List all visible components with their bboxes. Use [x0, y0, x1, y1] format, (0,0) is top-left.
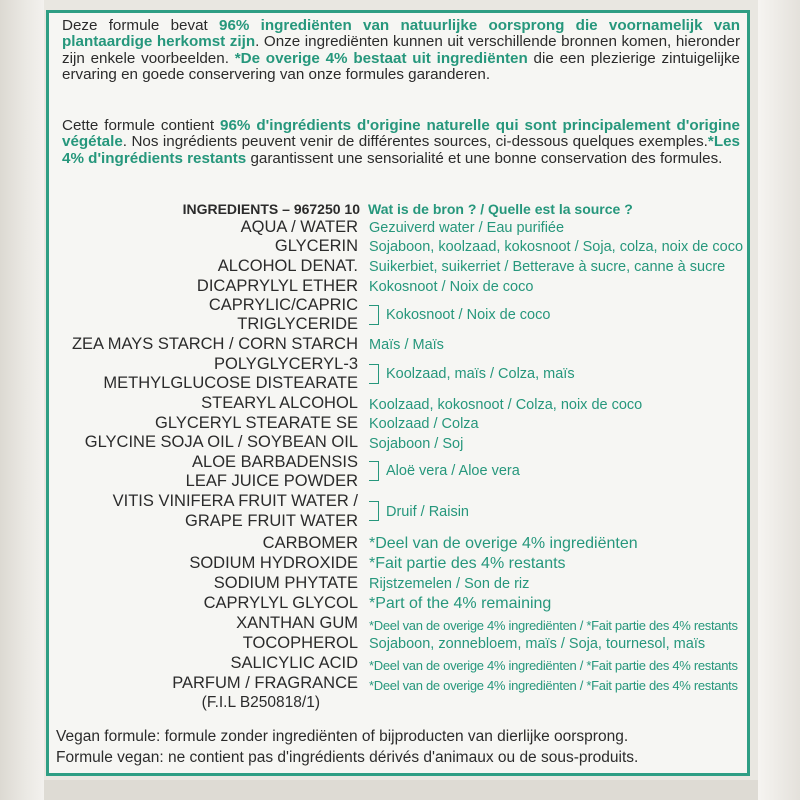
ingredient-name: GLYCINE SOJA OIL / SOYBEAN OIL [84, 433, 358, 451]
ingredient-source: Sojaboon, koolzaad, kokosnoot / Soja, colza, noix de coco [369, 239, 744, 255]
intro-fr-highlight-1: 96% d'ingrédients d'origine naturelle qui sont principalement d'origine végétale [62, 117, 740, 151]
package-side-right [758, 0, 800, 800]
ingredient-name: DICAPRYLYL ETHER [196, 277, 358, 295]
group-bracket [369, 305, 379, 325]
intro-nl-highlight-2: *De overige 4% bestaat uit ingrediënten [234, 49, 528, 67]
group-bracket [369, 461, 379, 481]
ingredient-source: Aloë vera / Aloe vera [386, 463, 520, 479]
intro-nl-highlight-1: 96% ingrediënten van natuurlijke oorsprong die voornamelijk van plantaardige herkomst zijn [62, 17, 740, 51]
ingredient-source: *Fait partie des 4% restants [369, 555, 566, 572]
ingredient-source: Sojaboon / Soj [369, 436, 464, 452]
intro-paragraph-dutch [62, 18, 740, 83]
formula-reference: (F.I.L B250818/1) [201, 694, 320, 711]
ingredient-name-line-1: ALOE BARBADENSIS [192, 453, 358, 471]
ingredient-source: Kokosnoot / Noix de coco [386, 307, 551, 323]
ingredient-source: *Deel van de overige 4% ingrediënten / *Fait partie des 4% restants [369, 618, 738, 633]
ingredient-source: Koolzaad / Colza [369, 416, 479, 432]
ingredient-source: Kokosnoot / Noix de coco [369, 279, 534, 295]
ingredient-source: Sojaboon, zonnebloem, maïs / Soja, tournesol, maïs [369, 636, 706, 652]
ingredient-source: Gezuiverd water / Eau purifiée [369, 220, 565, 236]
ingredient-name: GLYCERIN [274, 237, 358, 255]
ingredient-source: Koolzaad, kokosnoot / Colza, noix de coco [369, 397, 643, 413]
intro-nl-text-1: Deze formule bevat [62, 17, 219, 34]
ingredient-name-line-2: GRAPE FRUIT WATER [185, 512, 358, 530]
ingredient-source: Koolzaad, maïs / Colza, maïs [386, 366, 575, 382]
intro-fr-text-1: Cette formule contient [62, 117, 220, 134]
intro-nl-text-2: . Onze ingrediënten kunnen uit verschillende bronnen komen, hieronder zijn enkele voorbeelden. [62, 33, 741, 67]
ingredient-source: *Deel van de overige 4% ingrediënten / *Fait partie des 4% restants [369, 678, 738, 693]
ingredient-name: SODIUM HYDROXIDE [189, 554, 358, 572]
ingredient-name: CARBOMER [262, 534, 358, 552]
ingredient-name: PARFUM / FRAGRANCE [172, 674, 358, 692]
ingredient-name-line-1: POLYGLYCERYL-3 [214, 355, 358, 373]
ingredient-name: GLYCERYL STEARATE SE [155, 414, 358, 432]
ingredient-name: SALICYLIC ACID [230, 654, 358, 672]
ingredient-source: *Part of the 4% remaining [369, 595, 552, 612]
intro-nl-text-3: die een plezierige zintuigelijke ervaring en goede conservering van onze formules garanderen. [62, 49, 740, 83]
group-bracket [369, 501, 379, 521]
ingredient-name-line-1: VITIS VINIFERA FRUIT WATER / [112, 492, 358, 510]
package-bottom-edge [44, 780, 758, 800]
source-heading: Wat is de bron ? / Quelle est la source ? [368, 201, 633, 217]
ingredient-source: Druif / Raisin [386, 504, 469, 520]
vegan-statement-french: Formule vegan: ne contient pas d'ingrédients dérivés d'animaux ou de sous-produits. [56, 749, 639, 766]
ingredient-name: XANTHAN GUM [236, 614, 358, 632]
intro-fr-highlight-2: *Les 4% d'ingrédients restants [62, 133, 740, 167]
ingredient-source: *Deel van de overige 4% ingrediënten [369, 535, 638, 552]
ingredient-name: TOCOPHEROL [242, 634, 358, 652]
ingredient-name: ZEA MAYS STARCH / CORN STARCH [71, 335, 358, 353]
intro-paragraph-french [62, 118, 740, 167]
intro-fr-text-3: garantissent une sensorialité et une bonne conservation des formules. [246, 149, 723, 167]
package-side-left [0, 0, 44, 800]
ingredients-heading: INGREDIENTS – 967250 10 [182, 201, 360, 217]
vegan-statement-dutch: Vegan formule: formule zonder ingrediënten of bijproducten van dierlijke oorsprong. [56, 728, 629, 745]
ingredient-name-line-2: LEAF JUICE POWDER [185, 472, 358, 490]
ingredient-name-line-2: TRIGLYCERIDE [237, 315, 358, 333]
ingredient-source: Suikerbiet, suikerriet / Betterave à sucre, canne à sucre [369, 259, 726, 275]
ingredient-name-line-2: METHYLGLUCOSE DISTEARATE [103, 374, 358, 392]
intro-fr-text-2: . Nos ingrédients peuvent venir de différentes sources, ci-dessous quelques exemples. [122, 133, 708, 151]
ingredient-source: Maïs / Maïs [369, 337, 444, 353]
ingredient-name-line-1: CAPRYLIC/CAPRIC [208, 296, 358, 314]
group-bracket [369, 364, 379, 384]
ingredient-name: ALCOHOL DENAT. [217, 257, 358, 275]
ingredient-name: SODIUM PHYTATE [213, 574, 358, 592]
ingredient-source: *Deel van de overige 4% ingrediënten / *Fait partie des 4% restants [369, 658, 738, 673]
ingredient-source: Rijstzemelen / Son de riz [369, 576, 530, 592]
ingredient-name: AQUA / WATER [240, 218, 358, 236]
ingredient-name: STEARYL ALCOHOL [201, 394, 358, 412]
ingredient-name: CAPRYLYL GLYCOL [203, 594, 358, 612]
